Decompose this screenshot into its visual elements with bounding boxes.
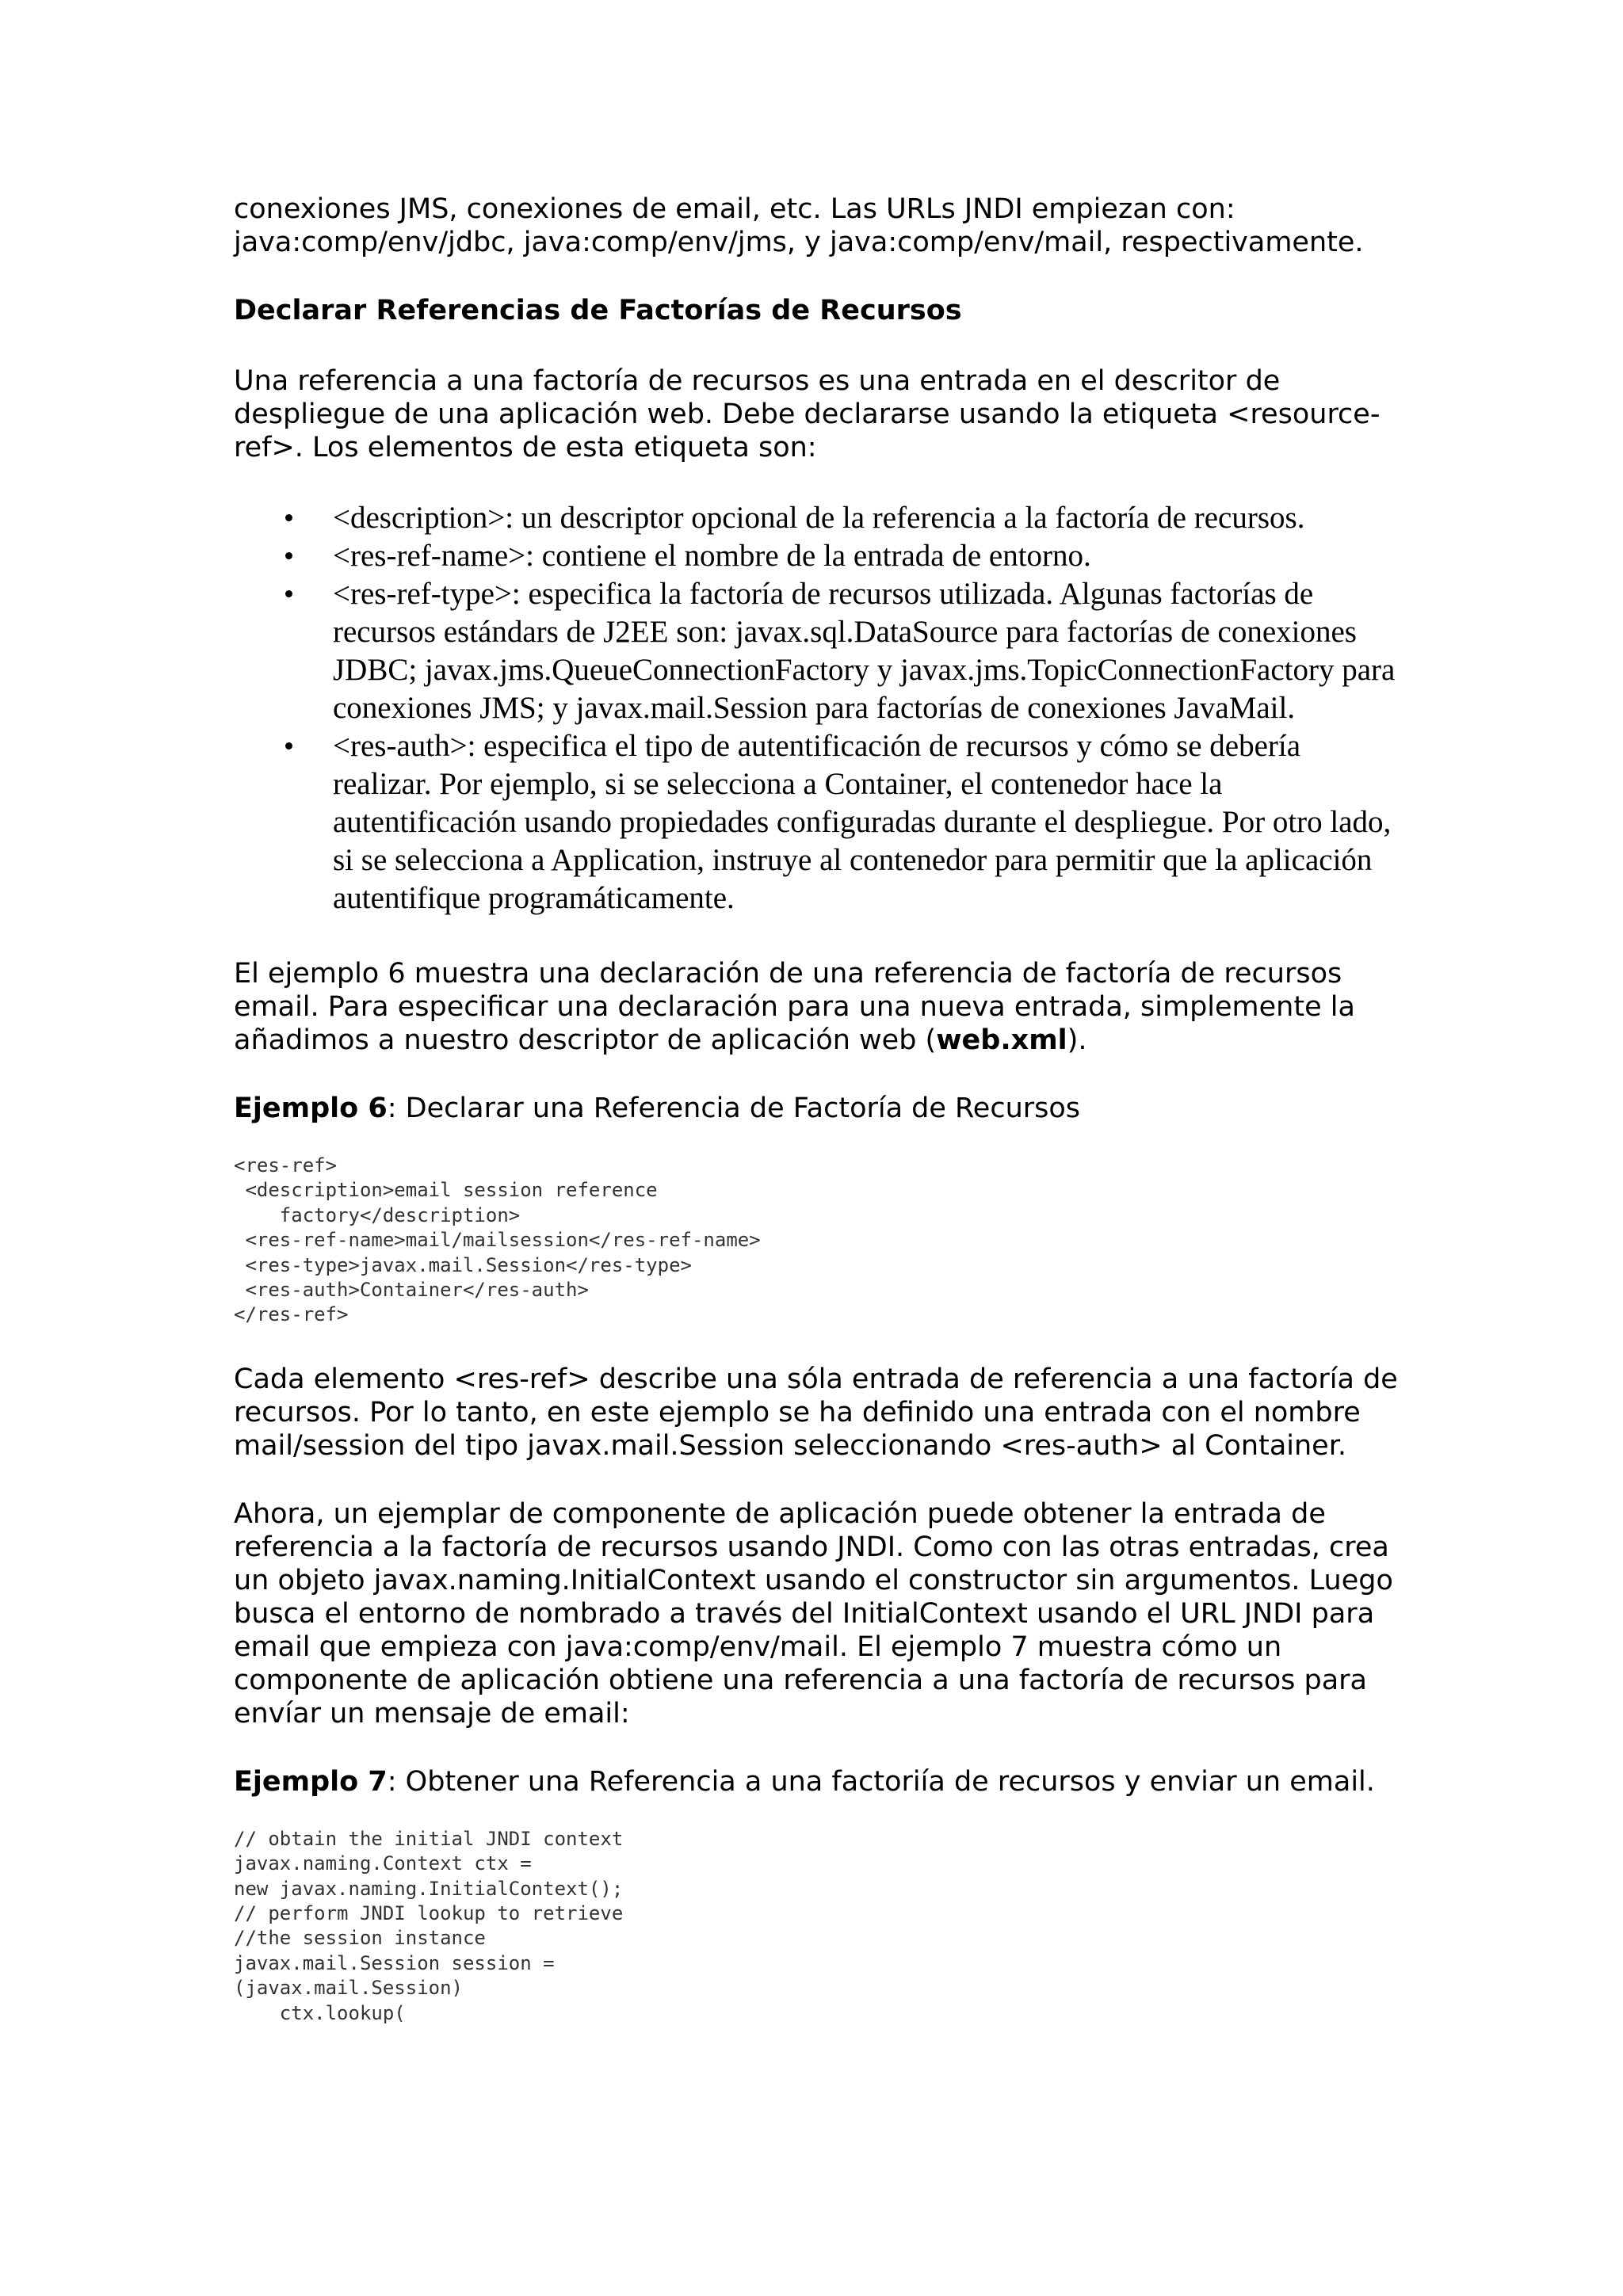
list-item [234,575,1407,727]
list-item [234,499,1407,537]
resource-ref-paragraph: Una referencia a una factoría de recursos es una entrada en el descritor de despliegue de una aplicación web. Debe declararse usando la etiqueta <resource-ref>. Los elementos de esta etiqueta son: [234,365,1381,463]
intro-line-1: conexiones JMS, conexiones de email, etc. Las URLs JNDI empiezan con: [234,193,1235,225]
list-item-text: <description>: un descriptor opcional de la referencia a la factoría de recursos. [333,501,1305,535]
example6-title-text: : Declarar una Referencia de Factoría de Recursos [387,1093,1081,1124]
example6-intro-text: El ejemplo 6 muestra una declaración de una referencia de factoría de recursos email. Para especificar una declaración para una nueva entrada, simplemente la añadimos a nuestro descriptor de aplicación web ( [234,958,1355,1056]
web-xml-filename: web.xml [936,1024,1067,1056]
list-item-text: <res-ref-type>: especifica la factoría de recursos utilizada. Algunas factorías de recursos estándars de J2EE son: javax.sql.DataSource para factorías de conexiones JDBC; javax.jms.QueueConnectionFactory y javax.jms.TopicConnectionFactory para conexiones JMS; y javax.mail.Session para factorías de conexiones JavaMail. [333,577,1396,725]
res-ref-explanation-paragraph: Cada elemento <res-ref> describe una sóla entrada de referencia a una factoría de recursos. Por lo tanto, en este ejemplo se ha definido una entrada con el nombre mail/session del tipo javax.mail.Session seleccionando <res-auth> al Container. [234,1363,1398,1462]
example6-title [234,1092,1407,1125]
section-heading: Declarar Referencias de Factorías de Recursos [234,295,962,326]
example6-label: Ejemplo 6 [234,1093,388,1124]
list-item [234,727,1407,917]
resource-ref-elements-list [234,499,1407,917]
list-item-text: <res-ref-name>: contiene el nombre de la entrada de entorno. [333,539,1091,573]
intro-line-2: java:comp/env/jdbc, java:comp/env/jms, y java:comp/env/mail, respectivamente. [234,227,1364,258]
list-item [234,537,1407,575]
document-page [234,193,1407,2061]
list-item-text: <res-auth>: especifica el tipo de autentificación de recursos y cómo se debería realizar. Por ejemplo, si se selecciona a Container, el contenedor hace la autentificación usando propiedades configuradas durante el despliegue. Por otro lado, si se selecciona a Application, instruye al contenedor para permitir que la aplicación autentifique programáticamente. [333,729,1392,915]
bullet-icon [285,514,292,521]
bullet-icon [285,552,292,559]
example6-intro-paragraph [234,957,1407,1057]
bullet-icon [285,742,292,749]
example7-title-text: : Obtener una Referencia a una factoriía de recursos y enviar un email. [387,1765,1375,1798]
jndi-lookup-paragraph: Ahora, un ejemplar de componente de aplicación puede obtener la entrada de referencia a la factoría de recursos usando JNDI. Como con las otras entradas, crea un objeto javax.naming.InitialContext usando el constructor sin argumentos. Luego busca el entorno de nombrado a través del InitialContext usando el URL JNDI para email que empieza con java:comp/env/mail. El ejemplo 7 muestra cómo un componente de aplicación obtiene una referencia a una factoría de recursos para envíar un mensaje de email: [234,1497,1393,1730]
intro-paragraph [234,193,1407,259]
example7-label: Ejemplo 7 [234,1765,388,1798]
example7-code-block: // obtain the initial JNDI context javax.naming.Context ctx = new javax.naming.InitialContext(); // perform JNDI lookup to retrieve //the session instance javax.mail.Session session = (javax.mail.Session) ctx.lookup( [234,1827,624,2024]
example6-intro-end: ). [1067,1024,1087,1056]
example6-code-block: <res-ref> <description>email session reference factory</description> <res-ref-name>mail/mailsession</res-ref-name> <res-type>javax.mail.Session</res-type> <res-auth>Container</res-auth> </res-ref> [234,1154,761,1326]
bullet-icon [285,590,292,597]
example7-title [234,1765,1407,1798]
